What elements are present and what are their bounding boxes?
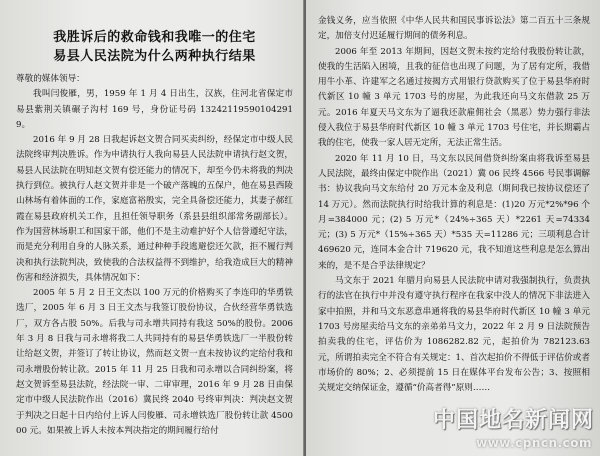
paragraph-enforcement: 马文东于 2021 年腊月向易县人民法院申请对我强制执行，负责执行的法官在执行中并没有遵守执行程序在我家中没人的情况下非法进入家中拍照，并和马文东恶意串通将我的易县华府时代新区 10 幢 3 单元 1703 号房屋卖给马文东的亲弟弟马文力，2022 年 2 月 9 日法院预告拍卖我的住宅，评估价为 1086282.82 元，起拍价为 782123.63 元，所谓拍卖完全不符合有关规定：1、首次起拍价不得低于评估价或者市场价的 80%；2、必须提前 15 日在媒体平台发布公告；3、按照相关规定交纳保证金，遵循“价高者得”原则…… [318, 276, 590, 394]
salutation: 尊敬的媒体领导： [16, 74, 85, 84]
right-page [306, 0, 600, 456]
paragraph-continued: 金钱义务，应当依照《中华人民共和国民事诉讼法》第二百五十三条规定，加倍支付迟延履行期间的债务利息。 [318, 16, 590, 42]
watermark-site-name: 中国地名新闻网 [432, 408, 594, 433]
document-title [16, 28, 293, 66]
paragraph-housing: 2006 年至 2013 年期间，因赵文贺未按约定给付我股份转让款，使我的生活陷入困境，且我的征信也出现了问题，为了居有定所，我借用牛小革、许建军之名通过按揭方式用银行贷款购买了位于易县华府时代新区 10 幢 3 单元 1703 号的房屋，为此我还向马文东借款 25 万元。2016 年夏天马文东为了逼我还款雇佣社会（黑恶）势力强行非法侵入我位于易县华府时代新区 10 幢 3 单元 1703 号住宅，并长期霸占我的住宅，使我一家人居无定所，无法正常生活。 [318, 46, 590, 149]
watermark-url: www.cpncn.com [476, 436, 592, 450]
paragraph-background: 2005 年 5 月 2 日王文杰以 100 万元的价格购买了李连印的华勇铁选厂，2005 年 6 月 3 日王文杰与我签订股份协议，合伙经营华勇铁选厂，双方各占股 50%。后我与司永增共同持有我这 50%的股份。2006 年 3 月 8 日我与司永增将我二人共同持有的易县华勇铁选厂一半股份转让给赵文贺，并签订了转让协议，然而赵文贺一直未按协议约定给付我和司永增股份转让款。2015 年 11 月 25 日我和司永增以合同纠纷案，将赵文贺诉至易县法院，经法院一审、二审审理，2016 年 9 月 28 日由保定市中级人民法院作出（2016）冀民终 2040 号终审判决：判决赵文贺于判决之日起十日内给付上诉人闫俊雁、司永增铁选厂股份转让款 450000 元。如果被上诉人未按本判决指定的期间履行给付 [16, 288, 293, 436]
paragraph-case-summary: 2016 年 9 月 28 日我起诉赵文贺合同买卖纠纷，经保定市中级人民法院终审判决胜诉。作为申请执行人我向易县人民法院申请执行赵文贺，易县人民法院在明知赵文贺有偿还能力的情况下，却至今仍未将我的判决执行到位。被执行人赵文贺并非是一个破产落魄的五保户，他在易县西陵山林场有着体面的工作，家庭富裕殷实，完全具备偿还能力，其妻子郝红霞在易县政府机关工作，且担任领导职务（系县县组织部常务副部长）。作为国营林场职工和国家干部，他们不是主动难护好个人信誉遵纪守法，而是充分利用自身的人脉关系，通过种种手段逃避偿还欠款，拒不履行判决和执行法院判决，致使我的合法权益得不到维护，给我造成巨大的精神伤害和经济损失，具体情况如下： [16, 135, 293, 283]
title-line-1: 我胜诉后的救命钱和我唯一的住宅 [53, 30, 256, 45]
paragraph-loan-case: 2020 年 11 月 10 日，马文东以民间借贷纠纷案由将我诉至易县人民法院，最终由保定中院作出（2021）冀 06 民终 4566 号民事调解书：协议我向马文东给付 20 万元本金及利息（期间我已按协议偿还了 14 万元）。然而法院执行时给我计算的利息是：(1)20 万元*2%*96 个月=384000 元；(2) 5 万元*（24%÷365 天）*2261 天=74334 元；(3) 5 万元*（15%÷365 天）*535 天=11286 元；三项利息合计 469620 元，连同本金合计 719620 元，我不知道这些利息是怎么算出来的，是不是合乎法律规定？ [318, 153, 590, 271]
paragraph-intro: 我叫闫俊雁，男，1959 年 1 月 4 日出生，汉族，住河北省保定市易县紫荆关镇碾子沟村 169 号，身份证号码 132421195901042919。 [16, 89, 293, 130]
title-line-2: 易县人民法院为什么两种执行结果 [53, 49, 256, 64]
